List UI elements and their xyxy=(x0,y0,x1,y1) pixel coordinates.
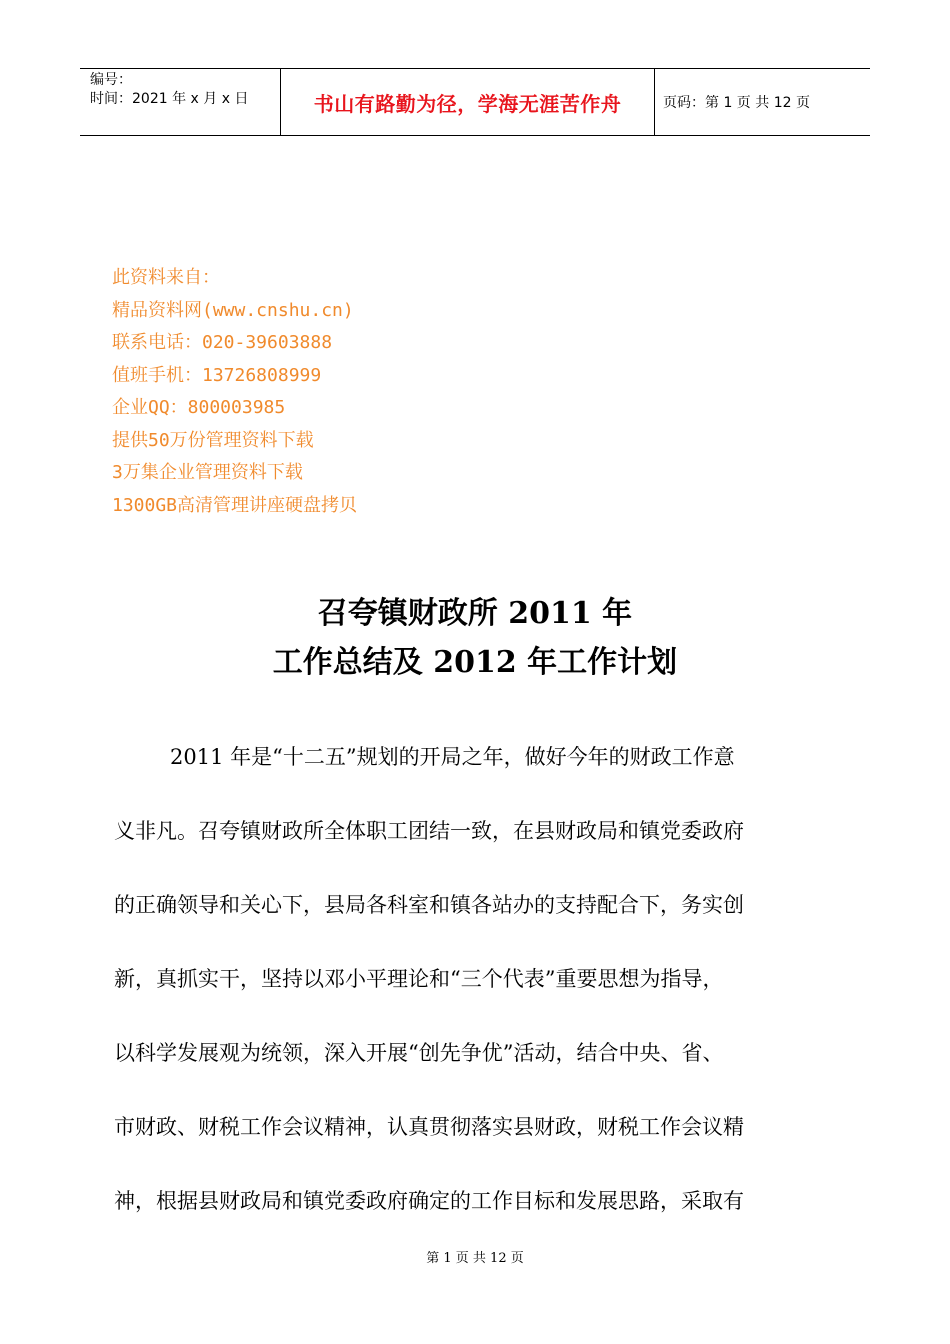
source-qq: 企业QQ：800003985 xyxy=(112,397,286,418)
source-line: 3万集企业管理资料下载 xyxy=(112,462,303,483)
number-label: 编号： xyxy=(90,72,132,88)
document-title-line-2: 工作总结及 2012 年工作计划 xyxy=(272,645,678,680)
document-title-line-1: 召夸镇财政所 2011 年 xyxy=(317,596,633,631)
header-motto: 书山有路勤为径，学海无涯苦作舟 xyxy=(281,69,655,135)
source-mobile: 值班手机：13726808999 xyxy=(112,364,322,386)
header-meta xyxy=(80,69,281,135)
header-page-info: 页码：第 1 页 共 12 页 xyxy=(663,95,810,111)
body-line: 新，真抓实干，坚持以邓小平理论和“三个代表”重要思想为指导， xyxy=(114,967,724,991)
body-line: 2011 年是“十二五”规划的开局之年，做好今年的财政工作意 xyxy=(170,745,735,769)
body-line: 的正确领导和关心下，县局各科室和镇各站办的支持配合下，务实创 xyxy=(114,893,744,917)
body-line: 义非凡。召夸镇财政所全体职工团结一致，在县财政局和镇党委政府 xyxy=(114,819,744,843)
body-line: 以科学发展观为统领，深入开展“创先争优”活动，结合中央、省、 xyxy=(114,1041,724,1065)
time-label: 时间：2021 年 x 月 x 日 xyxy=(90,91,249,107)
source-line: 1300GB高清管理讲座硬盘拷贝 xyxy=(112,494,358,516)
body-line: 市财政、财税工作会议精神，认真贯彻落实县财政，财税工作会议精 xyxy=(114,1115,744,1139)
source-info-block xyxy=(112,262,357,522)
page-footer: 第 1 页 共 12 页 xyxy=(426,1251,524,1266)
source-line: 提供50万份管理资料下载 xyxy=(112,429,314,451)
source-line: 此资料来自： xyxy=(112,267,220,288)
source-website: 精品资料网(www.cnshu.cn) xyxy=(112,299,354,321)
source-phone: 联系电话：020-39603888 xyxy=(112,332,333,353)
page-header xyxy=(80,68,870,136)
body-line: 神，根据县财政局和镇党委政府确定的工作目标和发展思路，采取有 xyxy=(114,1189,744,1213)
